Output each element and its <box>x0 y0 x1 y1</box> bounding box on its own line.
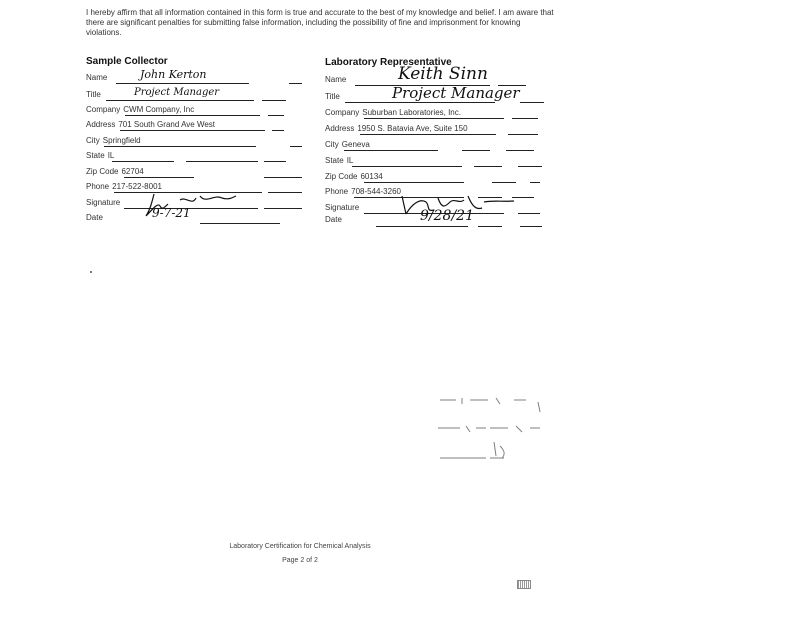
lab-city-field: City Geneva <box>325 140 370 149</box>
collector-company-field: Company CWM Company, Inc <box>86 105 195 114</box>
lab-date-field: Date <box>325 215 342 224</box>
collector-state-field: State IL <box>86 151 115 160</box>
lab-title-handwriting: Project Manager <box>392 84 520 102</box>
lab-title-field: Title <box>325 92 340 101</box>
lab-name-handwriting: Keith Sinn <box>398 64 488 84</box>
lab-zip-field: Zip Code 60134 <box>325 172 383 181</box>
affirmation-text: I hereby affirm that all information contained in this form is true and accurate to the best of my knowledge and belief. I am aware that there are significant penalties for submitting false information, including the possibility of fine and imprisonment for knowing violations. <box>86 8 554 37</box>
footer-title: Laboratory Certification for Chemical Analysis <box>229 543 371 550</box>
lab-address-field: Address 1950 S. Batavia Ave, Suite 150 <box>325 124 468 133</box>
collector-phone-field: Phone 217-522-8001 <box>86 182 162 191</box>
collector-address-field: Address 701 South Grand Ave West <box>86 120 216 129</box>
collector-name-field: Name <box>86 73 108 82</box>
collector-date-field: Date <box>86 213 103 222</box>
collector-signature-field: Signature <box>86 198 121 207</box>
lab-signature-field: Signature <box>325 203 360 212</box>
collector-date-handwriting: 9-7-21 <box>152 206 191 220</box>
collector-zip-field: Zip Code 62704 <box>86 167 144 176</box>
lab-company-field: Company Suburban Laboratories, Inc. <box>325 108 461 117</box>
footer-page-number: Page 2 of 2 <box>282 557 318 564</box>
scan-id-mark <box>517 580 531 589</box>
lab-state-field: State IL <box>325 156 354 165</box>
sample-collector-heading: Sample Collector <box>86 56 168 67</box>
scan-speck <box>90 271 92 273</box>
lab-name-field: Name <box>325 75 347 84</box>
collector-city-field: City Springfield <box>86 136 141 145</box>
lab-date-handwriting: 9/28/21 <box>420 208 474 224</box>
collector-name-handwriting: John Kerton <box>140 68 207 81</box>
collector-title-field: Title <box>86 90 101 99</box>
lab-representative-heading: Laboratory Representative <box>325 57 452 68</box>
lab-phone-field: Phone 708-544-3260 <box>325 187 401 196</box>
collector-title-handwriting: Project Manager <box>134 87 220 98</box>
faded-stamp-mark <box>430 392 550 466</box>
